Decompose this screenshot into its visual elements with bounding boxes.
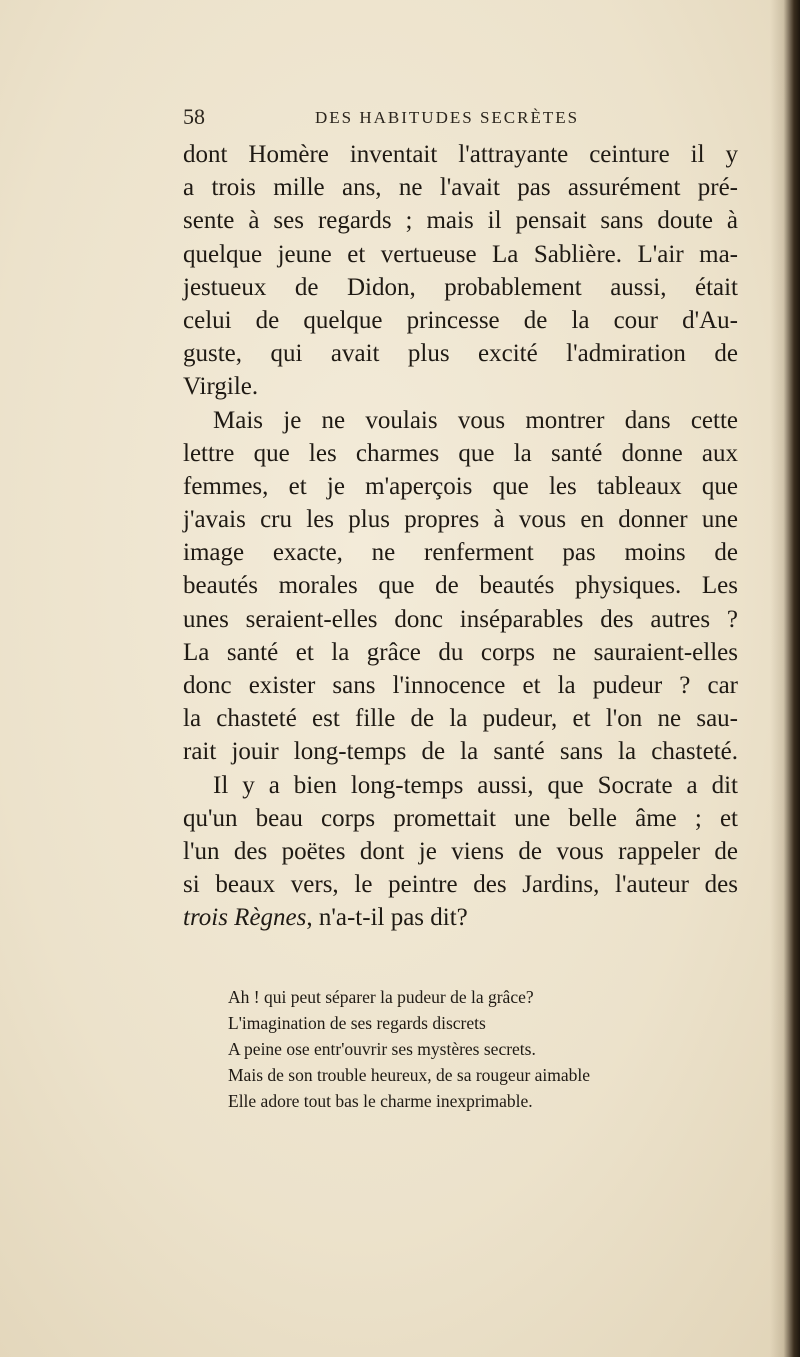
verse-quotation — [228, 984, 668, 1114]
verse-line: A peine ose entr'ouvrir ses mystères secrets. — [228, 1039, 536, 1059]
text-line: Virgile. — [183, 373, 259, 401]
text-line: dont Homère inventait l'attrayante ceinture il y — [183, 141, 738, 168]
verse-line: Mais de son trouble heureux, de sa rougeur aimable — [228, 1065, 591, 1085]
text-line: la chasteté est fille de la pudeur, et l'on ne sau- — [183, 705, 738, 733]
text-fragment: , n'a-t-il pas dit? — [306, 904, 468, 932]
text-line: femmes, et je m'aperçois que les tableaux que — [183, 472, 738, 500]
verse-line: L'imagination de ses regards discrets — [228, 1013, 486, 1033]
text-line: image exacte, ne renferment pas moins de — [183, 539, 738, 567]
text-line: sente à ses regards ; mais il pensait sans doute à — [183, 207, 738, 235]
text-line: qu'un beau corps promettait une belle âme ; et — [183, 804, 738, 832]
text-line: La santé et la grâce du corps ne sauraient-elles — [183, 638, 738, 666]
text-line: Mais je ne voulais vous montrer dans cette — [213, 406, 738, 434]
text-line: unes seraient-elles donc inséparables des autres ? — [183, 605, 738, 633]
body-text — [183, 138, 738, 935]
text-line: rait jouir long-temps de la santé sans la chasteté. — [183, 738, 738, 766]
text-line: guste, qui avait plus excité l'admiration de — [183, 340, 738, 368]
text-line: quelque jeune et vertueuse La Sablière. L'air ma- — [183, 240, 738, 268]
text-line: beautés morales que de beautés physiques. Les — [183, 572, 738, 600]
text-line: celui de quelque princesse de la cour d'Au- — [183, 306, 738, 334]
verse-line: Elle adore tout bas le charme inexprimable. — [228, 1091, 533, 1111]
text-line: lettre que les charmes que la santé donne aux — [183, 439, 738, 467]
book-gutter-shadow — [770, 0, 800, 1357]
running-title: DES HABITUDES SECRÈTES — [315, 108, 580, 127]
text-line: a trois mille ans, ne l'avait pas assurément pré- — [183, 174, 738, 202]
text-line: jestueux de Didon, probablement aussi, était — [183, 273, 738, 301]
italic-book-title: trois Règnes — [183, 904, 307, 932]
text-line: j'avais cru les plus propres à vous en donner une — [183, 506, 738, 534]
page-number: 58 — [183, 104, 205, 129]
page-header — [183, 104, 738, 134]
text-line: l'un des poëtes dont je viens de vous rappeler de — [183, 837, 738, 865]
text-line-with-italic-title — [183, 901, 738, 934]
text-line: Il y a bien long-temps aussi, que Socrate a dit — [213, 771, 738, 799]
text-line: donc exister sans l'innocence et la pudeur ? car — [183, 672, 738, 699]
text-line: si beaux vers, le peintre des Jardins, l'auteur des — [183, 871, 738, 899]
verse-line: Ah ! qui peut séparer la pudeur de la grâce? — [228, 987, 534, 1007]
